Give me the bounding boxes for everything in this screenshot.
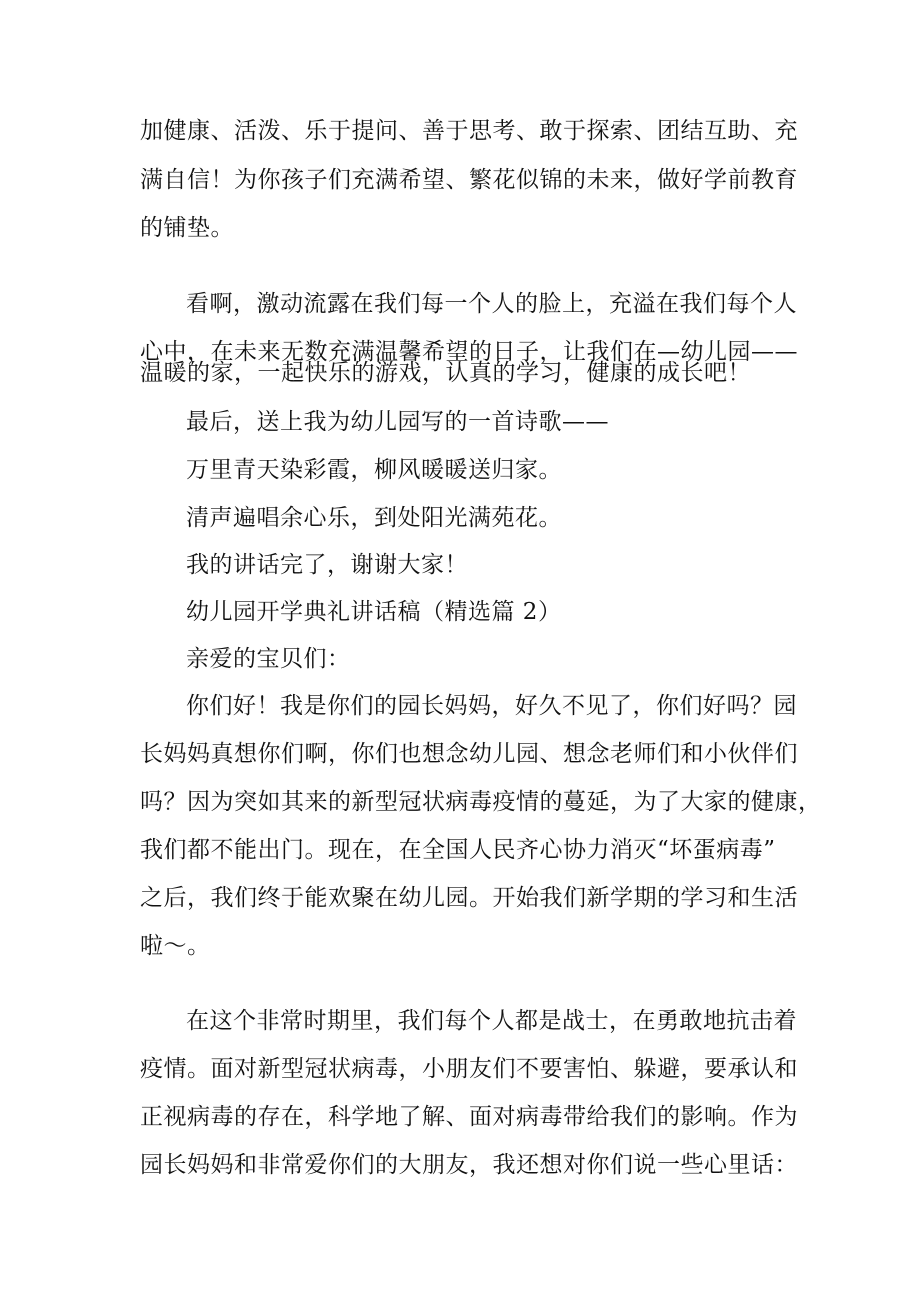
- paragraph-line: 之后，我们终于能欢聚在幼儿园。开始我们新学期的学习和生活: [140, 885, 798, 911]
- paragraph-line: 我们都不能出门。现在，在全国人民齐心协力消灭“坏蛋病毒”: [140, 837, 776, 863]
- paragraph-line: 最后，送上我为幼儿园写的一首诗歌——: [186, 409, 609, 435]
- paragraph-line: 长妈妈真想你们啊，你们也想念幼儿园、想念老师们和小伙伴们: [140, 741, 798, 767]
- paragraph-line: 的铺垫。: [140, 215, 234, 241]
- paragraph-line: 园长妈妈和非常爱你们的大朋友，我还想对你们说一些心里话：: [140, 1152, 798, 1178]
- paragraph-line: 温暖的家，一起快乐的游戏，认真的学习，健康的成长吧！: [140, 360, 751, 386]
- paragraph-line: 心中，在未来无数充满温馨希望的日子，让我们在—幼儿园——: [140, 339, 798, 365]
- paragraph-line: 正视病毒的存在，科学地了解、面对病毒带给我们的影响。作为: [140, 1104, 798, 1130]
- paragraph-line: 疫情。面对新型冠状病毒，小朋友们不要害怕、躲避，要承认和: [140, 1056, 798, 1082]
- paragraph-line: 你们好！我是你们的园长妈妈，好久不见了，你们好吗？园: [186, 693, 797, 719]
- section-heading: 幼儿园开学典礼讲话稿（精选篇 2）: [186, 599, 562, 625]
- paragraph-line: 加健康、活泼、乐于提问、善于思考、敢于探索、团结互助、充: [140, 118, 798, 144]
- salutation: 亲爱的宝贝们：: [186, 646, 351, 672]
- paragraph-line: 看啊，激动流露在我们每一个人的脸上，充溢在我们每个人: [186, 291, 797, 317]
- paragraph-line: 吗？因为突如其来的新型冠状病毒疫情的蔓延，为了大家的健康，: [140, 789, 822, 815]
- paragraph-line: 在这个非常时期里，我们每个人都是战士，在勇敢地抗击着: [186, 1008, 797, 1034]
- poem-line: 万里青天染彩霞，柳风暖暖送归家。: [186, 457, 562, 483]
- paragraph-line: 满自信！为你孩子们充满希望、繁花似锦的未来，做好学前教育: [140, 167, 798, 193]
- poem-line: 清声遍唱余心乐，到处阳光满苑花。: [186, 505, 562, 531]
- closing-line: 我的讲话完了，谢谢大家！: [186, 552, 468, 578]
- paragraph-line: 啦～。: [140, 933, 211, 959]
